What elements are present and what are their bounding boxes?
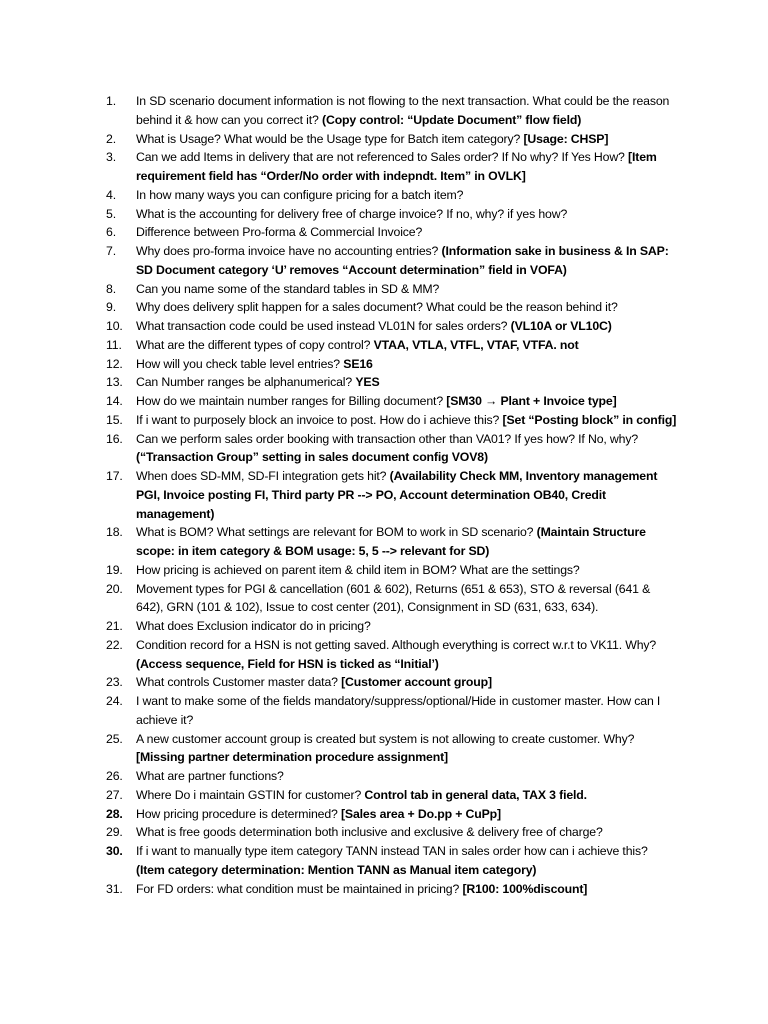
- answer-text: [SM30 → Plant + Invoice type]: [446, 394, 617, 408]
- answer-text: YES: [355, 375, 380, 390]
- list-item: [106, 130, 678, 149]
- answer-text: [Sales area + Do.pp + CuPp]: [340, 806, 501, 821]
- item-number: 29.: [106, 825, 123, 840]
- list-item: [106, 317, 678, 336]
- item-number: 21.: [106, 619, 123, 633]
- item-number: 17.: [106, 469, 123, 483]
- item-number: 9.: [106, 300, 116, 315]
- answer-text: (Maintain Structure scope: in item category & BOM usage: 5, 5 --> relevant for SD): [136, 525, 646, 558]
- list-item: [106, 561, 678, 580]
- item-number: 16.: [106, 431, 123, 446]
- answer-text: (Copy control: “Update Document” flow field): [322, 112, 582, 127]
- question-text: Where Do i maintain GSTIN for customer?: [136, 787, 362, 802]
- list-item: [106, 523, 678, 561]
- question-text: For FD orders: what condition must be maintained in pricing?: [136, 881, 460, 896]
- list-item: [106, 467, 678, 523]
- list-item: [106, 636, 678, 674]
- item-number: 22.: [106, 637, 123, 652]
- question-text: Can Number ranges be alphanumerical?: [136, 375, 353, 390]
- item-number: 4.: [106, 187, 116, 202]
- item-number: 26.: [106, 769, 123, 783]
- list-item: [106, 242, 678, 280]
- question-text: Movement types for PGI & cancellation (601 & 602), Returns (651 & 653), STO & reversal (641 & 642), GRN (101 & 102), Issue to cost center (201), Consignment in SD (631, 633, 634).: [136, 581, 651, 615]
- question-text: How will you check table level entries?: [136, 356, 340, 371]
- question-text: What does Exclusion indicator do in pricing?: [136, 619, 371, 633]
- question-text: What is Usage? What would be the Usage type for Batch item category?: [136, 131, 521, 146]
- list-item: [106, 730, 678, 768]
- item-number: 20.: [106, 581, 123, 596]
- list-item: [106, 842, 678, 880]
- item-number: 1.: [106, 94, 116, 108]
- question-text: Why does delivery split happen for a sales document? What could be the reason behind it?: [136, 300, 618, 315]
- answer-text: [Missing partner determination procedure assignment]: [136, 750, 448, 765]
- answer-text: (Availability Check MM, Inventory management PGI, Invoice posting FI, Third party PR --> PO, Account determination OB40, Credit management): [136, 469, 658, 521]
- question-text: How pricing is achieved on parent item & child item in BOM? What are the settings?: [136, 562, 580, 577]
- list-item: [106, 205, 678, 224]
- answer-text: [Customer account group]: [341, 675, 492, 690]
- item-number: 11.: [106, 337, 122, 352]
- answer-text: [R100: 100%discount]: [462, 881, 588, 896]
- question-text: If i want to manually type item category TANN instead TAN in sales order how can i achieve this?: [136, 844, 648, 858]
- list-item: [106, 767, 678, 786]
- question-text: In how many ways you can configure pricing for a batch item?: [136, 187, 464, 202]
- item-number: 6.: [106, 225, 116, 240]
- item-number: 13.: [106, 375, 123, 390]
- list-item: [106, 805, 678, 824]
- list-item: [106, 392, 678, 411]
- answer-text: [Item requirement field has “Order/No order with indepndt. Item” in OVLK]: [136, 150, 657, 183]
- question-text: When does SD-MM, SD-FI integration gets hit?: [136, 469, 387, 483]
- list-item: [106, 223, 678, 242]
- item-number: 24.: [106, 694, 123, 708]
- question-text: What is free goods determination both inclusive and exclusive & delivery free of charge?: [136, 825, 603, 840]
- question-text: What transaction code could be used instead VL01N for sales orders?: [136, 319, 508, 333]
- question-text: A new customer account group is created but system is not allowing to create customer. Why?: [136, 731, 635, 746]
- list-item: [106, 186, 678, 205]
- list-item: [106, 411, 678, 430]
- answer-text: (Access sequence, Field for HSN is ticked as “Initial’): [136, 656, 439, 671]
- item-number: 31.: [106, 881, 123, 896]
- answer-text: VTAA, VTLA, VTFL, VTAF, VTFA. not: [373, 337, 579, 352]
- item-number: 12.: [106, 356, 123, 371]
- question-text: How do we maintain number ranges for Billing document?: [136, 394, 444, 408]
- question-text: If i want to purposely block an invoice to post. How do i achieve this?: [136, 412, 500, 427]
- list-item: [106, 336, 678, 355]
- question-list: [106, 92, 678, 898]
- question-text: In SD scenario document information is not flowing to the next transaction. What could be the reason behind it & how can you correct it?: [136, 94, 670, 127]
- answer-text: [Set “Posting block” in config]: [502, 412, 677, 427]
- answer-text: (Item category determination: Mention TANN as Manual item category): [136, 862, 537, 877]
- item-number: 15.: [106, 412, 123, 427]
- question-text: What are the different types of copy control?: [136, 337, 371, 352]
- item-number: 14.: [106, 394, 123, 408]
- item-number: 2.: [106, 131, 116, 146]
- question-text: Can we perform sales order booking with transaction other than VA01? If yes how? If No, why?: [136, 431, 639, 446]
- list-item: [106, 92, 678, 130]
- list-item: [106, 786, 678, 805]
- list-item: [106, 280, 678, 299]
- list-item: [106, 617, 678, 636]
- list-item: [106, 298, 678, 317]
- item-number: 30.: [106, 844, 123, 858]
- answer-text: [Usage: CHSP]: [523, 131, 609, 146]
- question-text: Can we add Items in delivery that are not referenced to Sales order? If No why? If Yes How?: [136, 150, 625, 165]
- question-text: Why does pro-forma invoice have no accounting entries?: [136, 244, 439, 258]
- item-number: 7.: [106, 244, 116, 258]
- answer-text: Control tab in general data, TAX 3 field.: [364, 787, 587, 802]
- list-item: [106, 355, 678, 374]
- answer-text: (“Transaction Group” setting in sales document config VOV8): [136, 450, 488, 465]
- item-number: 5.: [106, 206, 116, 221]
- question-text: Difference between Pro-forma & Commercial Invoice?: [136, 225, 423, 240]
- answer-text: (VL10A or VL10C): [510, 319, 612, 333]
- question-text: What is the accounting for delivery free of charge invoice? If no, why? if yes how?: [136, 206, 568, 221]
- question-text: What are partner functions?: [136, 769, 284, 783]
- list-item: [106, 692, 678, 730]
- item-number: 25.: [106, 731, 123, 746]
- question-text: What is BOM? What settings are relevant for BOM to work in SD scenario?: [136, 525, 534, 540]
- answer-text: (Information sake in business & In SAP: SD Document category ‘U’ removes “Account determination” field in VOFA): [136, 244, 669, 277]
- item-number: 8.: [106, 281, 116, 296]
- list-item: [106, 373, 678, 392]
- item-number: 3.: [106, 150, 116, 165]
- answer-text: SE16: [343, 356, 373, 371]
- list-item: [106, 580, 678, 618]
- list-item: [106, 430, 678, 468]
- question-text: How pricing procedure is determined?: [136, 806, 338, 821]
- item-number: 28.: [106, 806, 123, 821]
- item-number: 27.: [106, 787, 123, 802]
- item-number: 18.: [106, 525, 123, 540]
- list-item: [106, 880, 678, 899]
- question-text: Condition record for a HSN is not getting saved. Although everything is correct w.r.t to VK11. Why?: [136, 637, 657, 652]
- list-item: [106, 823, 678, 842]
- item-number: 23.: [106, 675, 123, 690]
- item-number: 19.: [106, 562, 123, 577]
- question-text: What controls Customer master data?: [136, 675, 338, 690]
- item-number: 10.: [106, 319, 123, 333]
- list-item: [106, 673, 678, 692]
- list-item: [106, 148, 678, 186]
- question-text: Can you name some of the standard tables in SD & MM?: [136, 281, 440, 296]
- question-text: I want to make some of the fields mandatory/suppress/optional/Hide in customer master. How can I achieve it?: [136, 694, 661, 727]
